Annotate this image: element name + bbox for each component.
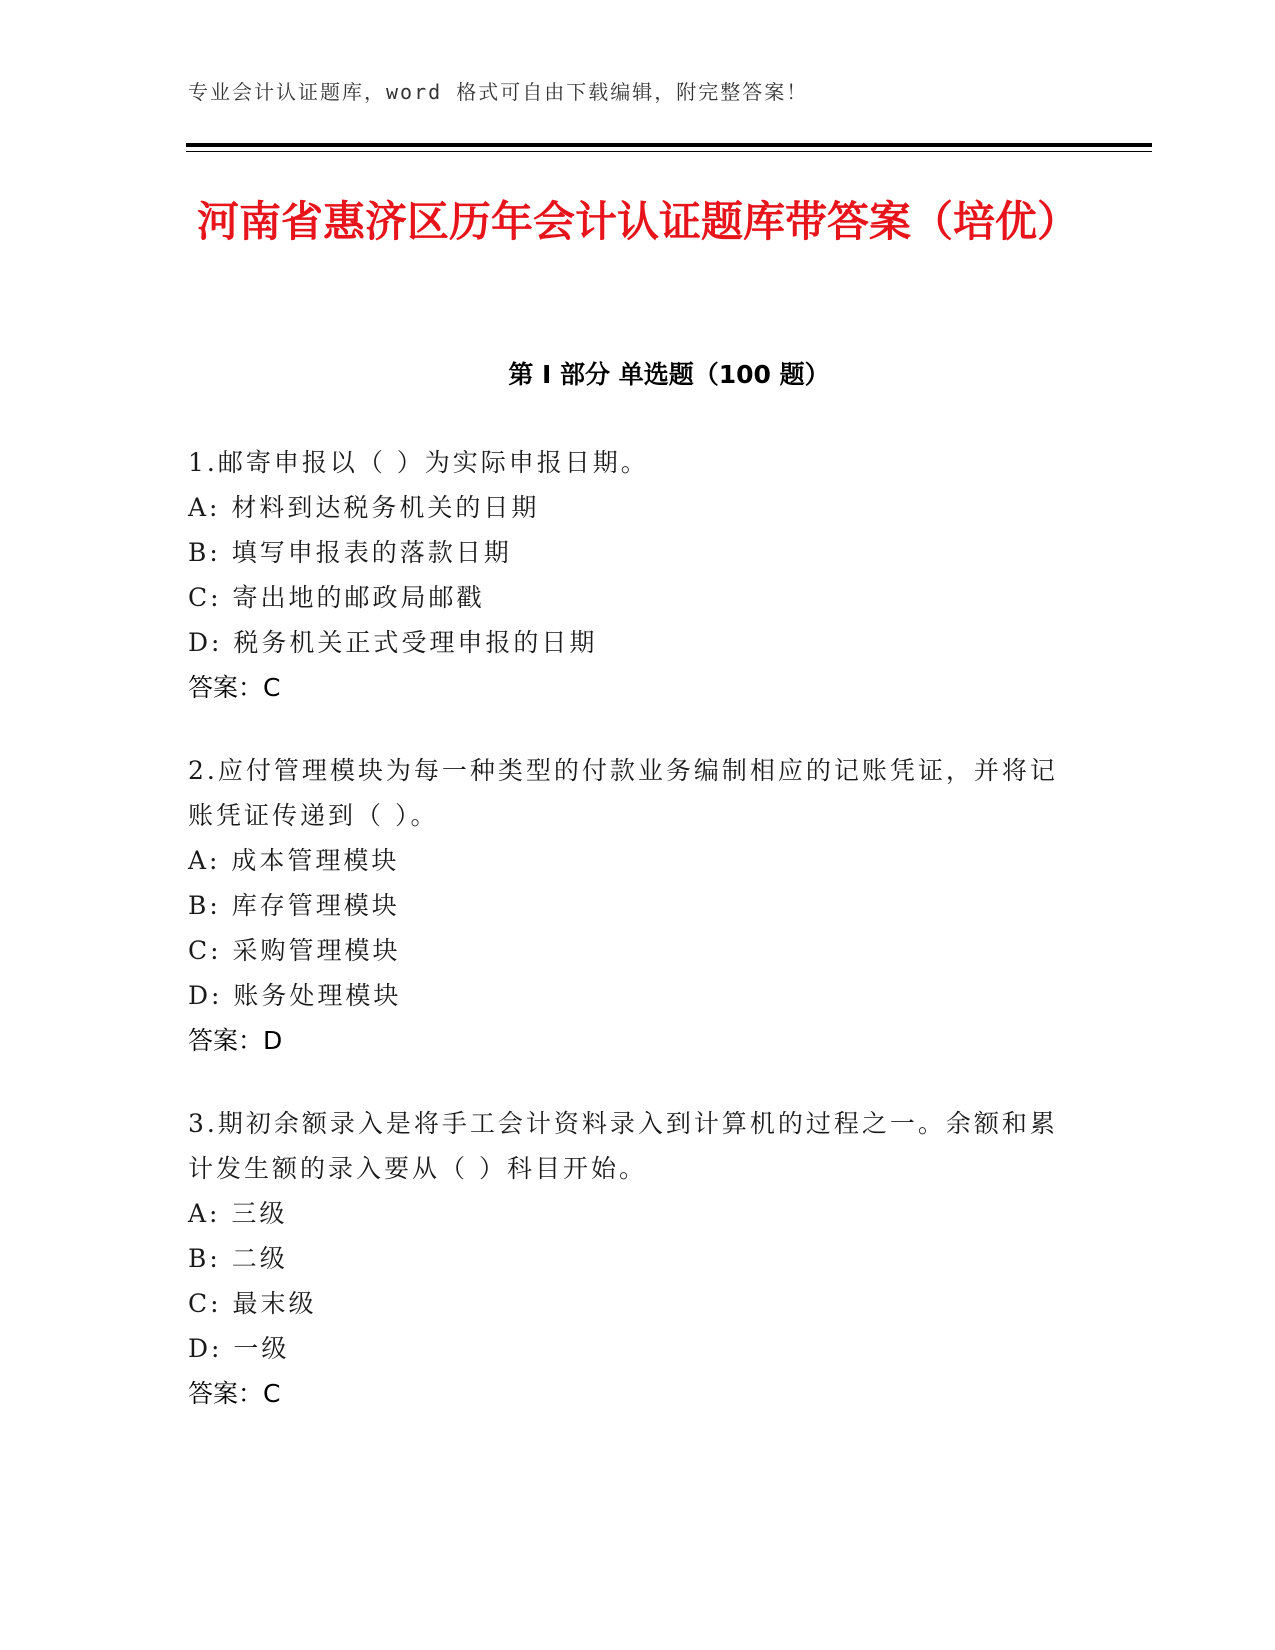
answer: 答案：D (188, 1026, 283, 1055)
option-c: C: 最末级 (188, 1289, 317, 1318)
document-title: 河南省惠济区历年会计认证题库带答案（培优） (196, 197, 1079, 246)
answer: 答案：C (188, 1379, 281, 1408)
question-list (188, 440, 1068, 1454)
question-3 (188, 1101, 1068, 1416)
question-stem: 3.期初余额录入是将手工会计资料录入到计算机的过程之一。余额和累计发生额的录入要从（ ）科目开始。 (188, 1109, 1058, 1183)
option-d: D: 税务机关正式受理申报的日期 (188, 628, 598, 657)
option-c: C: 采购管理模块 (188, 936, 401, 965)
header-note: 专业会计认证题库，word 格式可自由下载编辑，附完整答案！ (188, 80, 809, 104)
question-stem: 1.邮寄申报以（ ）为实际申报日期。 (188, 448, 649, 477)
question-stem: 2.应付管理模块为每一种类型的付款业务编制相应的记账凭证，并将记账凭证传递到（ ）。 (188, 756, 1058, 830)
option-a: A: 三级 (188, 1199, 288, 1228)
question-2 (188, 748, 1068, 1063)
question-1 (188, 440, 1068, 710)
header-rule-thick (186, 143, 1152, 147)
option-a: A: 材料到达税务机关的日期 (188, 493, 540, 522)
option-d: D: 账务处理模块 (188, 981, 402, 1010)
option-b: B: 二级 (188, 1244, 288, 1273)
option-a: A: 成本管理模块 (188, 846, 400, 875)
answer: 答案：C (188, 673, 281, 702)
section-title: 第 I 部分 单选题（100 题） (508, 360, 830, 389)
header-rule-thin (186, 151, 1152, 152)
option-d: D: 一级 (188, 1334, 290, 1363)
option-b: B: 库存管理模块 (188, 891, 400, 920)
option-b: B: 填写申报表的落款日期 (188, 538, 512, 567)
option-c: C: 寄出地的邮政局邮戳 (188, 583, 485, 612)
